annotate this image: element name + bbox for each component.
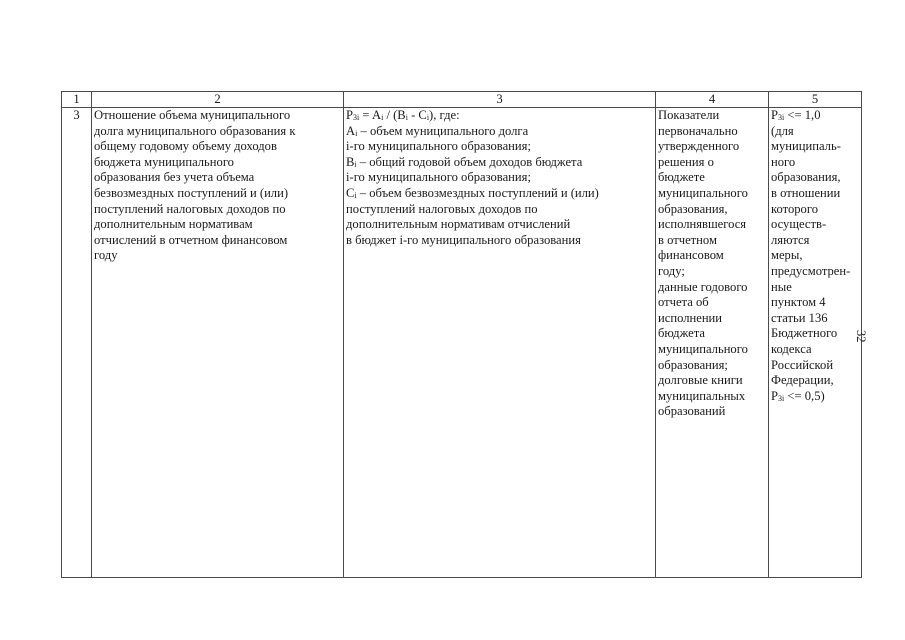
variable-subscript: i bbox=[354, 159, 357, 169]
threshold-cell bbox=[769, 108, 862, 578]
text-line: отчета об bbox=[658, 295, 709, 310]
variable-subscript: i bbox=[355, 128, 358, 138]
table-header-row bbox=[62, 92, 862, 108]
variable-letter: C bbox=[346, 185, 355, 200]
indicator-name-cell bbox=[92, 108, 344, 578]
formula-subscript: 3i bbox=[353, 113, 360, 122]
text-line: исполнении bbox=[658, 310, 723, 325]
definition-text: – общий годовой объем доходов бюджета bbox=[356, 154, 583, 169]
text-line: общему годовому объему доходов bbox=[94, 139, 277, 154]
formula-subscript: i bbox=[381, 113, 384, 122]
text-line: муниципального bbox=[658, 185, 748, 200]
text-line: образования, bbox=[658, 201, 728, 216]
text-line: финансовом bbox=[658, 248, 724, 263]
formula-subscript: i bbox=[426, 113, 430, 122]
table-row bbox=[62, 108, 862, 578]
text-line: которого bbox=[771, 201, 818, 216]
formula-symbol: P bbox=[771, 388, 779, 403]
formula-subscript: 3i bbox=[778, 113, 785, 122]
text-line: Российской bbox=[771, 357, 834, 372]
page-number: 32 bbox=[854, 330, 868, 343]
definition-a bbox=[346, 124, 653, 140]
text-line: Федерации, bbox=[771, 373, 834, 388]
text-line: поступлений налоговых доходов по bbox=[346, 201, 538, 216]
text-line: муниципального bbox=[658, 341, 748, 356]
text-line: образования без учета объема bbox=[94, 170, 255, 185]
column-header-4: 4 bbox=[656, 92, 769, 108]
text-line: в отчетном bbox=[658, 232, 717, 247]
formula-symbol: P bbox=[346, 108, 354, 122]
definition-text: – объем муниципального долга bbox=[357, 123, 529, 138]
column-header-1: 1 bbox=[62, 92, 92, 108]
text-line: i-го муниципального образования; bbox=[346, 139, 531, 154]
formula-text: / (B bbox=[383, 108, 406, 122]
variable-letter: B bbox=[346, 154, 355, 169]
text-line: отчислений в отчетном финансовом bbox=[94, 232, 288, 247]
text-line: году bbox=[94, 248, 118, 263]
text-line: (для bbox=[771, 123, 794, 138]
text-line: долга муниципального образования к bbox=[94, 123, 296, 138]
formula-subscript: i bbox=[405, 113, 408, 122]
row-number-cell: 3 bbox=[62, 108, 92, 578]
text-line: долговые книги bbox=[658, 373, 743, 388]
text-line: муниципальных bbox=[658, 388, 746, 403]
text-line: осуществ- bbox=[771, 217, 827, 232]
definition-b bbox=[346, 155, 653, 171]
text-line: пунктом 4 bbox=[771, 295, 826, 310]
text-line: первоначально bbox=[658, 123, 738, 138]
text-line: муниципаль- bbox=[771, 139, 841, 154]
data-source-cell bbox=[656, 108, 769, 578]
text-line: дополнительным нормативам bbox=[94, 217, 253, 232]
column-header-3: 3 bbox=[344, 92, 656, 108]
formula-cell bbox=[344, 108, 656, 578]
text-line: утвержденного bbox=[658, 139, 740, 154]
text-line: ные bbox=[771, 279, 792, 294]
text-line: данные годового bbox=[658, 279, 748, 294]
text-line: образования, bbox=[771, 170, 841, 185]
formula-symbol: P bbox=[771, 108, 779, 122]
formula-line bbox=[346, 108, 653, 124]
text-line: в отношении bbox=[771, 185, 841, 200]
indicator-table bbox=[61, 91, 862, 578]
text-line: в бюджет i-го муниципального образования bbox=[346, 232, 581, 247]
column-header-5: 5 bbox=[769, 92, 862, 108]
text-line: Бюджетного bbox=[771, 326, 838, 341]
text-line: поступлений налоговых доходов по bbox=[94, 201, 286, 216]
text-line: безвозмездных поступлений и (или) bbox=[94, 185, 289, 200]
text-line: году; bbox=[658, 263, 685, 278]
text-line: бюджете bbox=[658, 170, 705, 185]
text-line: дополнительным нормативам отчислений bbox=[346, 217, 571, 232]
text-line: образований bbox=[658, 404, 726, 419]
text-line: решения о bbox=[658, 154, 714, 169]
definition-c bbox=[346, 186, 653, 202]
formula-subscript: 3i bbox=[778, 393, 785, 403]
column-header-2: 2 bbox=[92, 92, 344, 108]
text-line: исполнявшегося bbox=[658, 217, 747, 232]
text-line: i-го муниципального образования; bbox=[346, 170, 531, 185]
definition-text: – объем безвозмездных поступлений и (или) bbox=[356, 185, 599, 200]
text-line: предусмотрен- bbox=[771, 263, 851, 278]
text-line: Отношение объема муниципального bbox=[94, 108, 291, 122]
formula-text: ), где: bbox=[429, 108, 460, 122]
threshold-value: <= 1,0 bbox=[784, 108, 821, 122]
text-line: ного bbox=[771, 154, 796, 169]
threshold-last bbox=[771, 389, 859, 405]
text-line: бюджета bbox=[658, 326, 705, 341]
threshold-value: <= 0,5) bbox=[784, 388, 825, 403]
text-line: ляются bbox=[771, 232, 810, 247]
text-line: кодекса bbox=[771, 341, 812, 356]
text-line: статьи 136 bbox=[771, 310, 828, 325]
text-line: меры, bbox=[771, 248, 803, 263]
formula-text: = A bbox=[359, 108, 382, 122]
text-line: образования; bbox=[658, 357, 728, 372]
formula-text: - C bbox=[407, 108, 427, 122]
text-line: бюджета муниципального bbox=[94, 154, 234, 169]
variable-subscript: i bbox=[354, 190, 357, 200]
variable-letter: A bbox=[346, 123, 356, 138]
threshold-first bbox=[771, 108, 859, 124]
text-line: Показатели bbox=[658, 108, 720, 122]
